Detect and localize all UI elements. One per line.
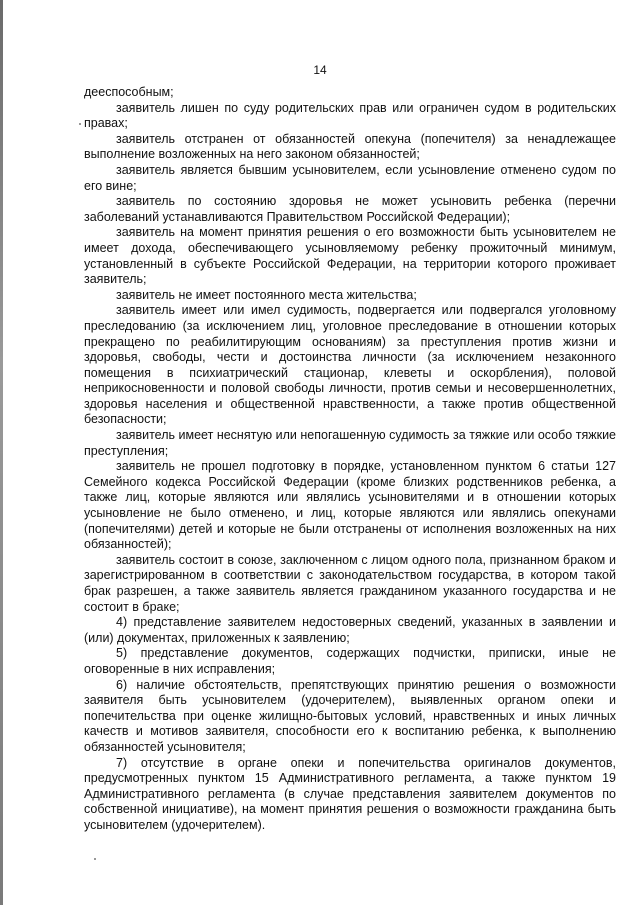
scan-speck: [94, 858, 96, 860]
paragraph: заявитель по состоянию здоровья не может усыновить ребенка (перечни заболеваний устанавливаются Правительством Российской Федерации);: [84, 194, 616, 224]
paragraph: 5) представление документов, содержащих подчистки, приписки, иные не оговоренные в них исправления;: [84, 646, 616, 676]
paragraph: заявитель имеет неснятую или непогашенную судимость за тяжкие или особо тяжкие преступления;: [84, 428, 616, 458]
paragraph: заявитель является бывшим усыновителем, если усыновление отменено судом по его вине;: [84, 162, 616, 193]
paragraph: заявитель лишен по суду родительских прав или ограничен судом в родительских правах;: [84, 100, 616, 131]
scan-speck: [79, 123, 81, 125]
paragraph: дееспособным;: [84, 85, 174, 99]
paragraph: заявитель состоит в союзе, заключенном с лицом одного пола, признанном браком и зарегистрированном в соответствии с законодательством государства, в котором такой брак разрешен, а также заявитель является гражданином указанного государства и не состоит в браке;: [84, 552, 616, 614]
paragraph: заявитель не имеет постоянного места жительства;: [116, 287, 417, 302]
page-number: 14: [313, 63, 327, 77]
document-body: [84, 85, 616, 834]
paragraph: 6) наличие обстоятельств, препятствующих принятию решения о возможности заявителя быть усыновителем (удочерителем), выявленных органом опеки и попечительства при оценке жилищно-бытовых условий, нравственных и иных личных качеств и мотивов заявителя, способности его к воспитанию ребенка, к выполнению обязанностей усыновителя;: [84, 677, 616, 754]
paragraph: заявитель имеет или имел судимость, подвергается или подвергался уголовному преследованию (за исключением лиц, уголовное преследование в отношении которых прекращено по реабилитирующим основаниям) за преступления против жизни и здоровья, свободы, чести и достоинства личности (за исключением незаконного помещения в психиатрический стационар, клеветы и оскорбления), половой неприкосновенности и половой свободы личности, против семьи и несовершеннолетних, здоровья населения и общественной нравственности, а также против общественной безопасности;: [84, 303, 616, 427]
paragraph: заявитель не прошел подготовку в порядке, установленном пунктом 6 статьи 127 Семейного кодекса Российской Федерации (кроме близких родственников ребенка, а также лиц, которые являются или являлись усыновителями и в отношении которых усыновление не было отменено, и лиц, которые являются или являлись опекунами (попечителями) детей и которые не были отстранены от исполнения возложенных на них обязанностей);: [84, 459, 616, 552]
scan-edge: [0, 0, 3, 905]
paragraph: заявитель отстранен от обязанностей опекуна (попечителя) за ненадлежащее выполнение возложенных на него законом обязанностей;: [84, 131, 616, 162]
paragraph: 7) отсутствие в органе опеки и попечительства оригиналов документов, предусмотренных пунктом 15 Административного регламента, а также пунктом 19 Административного регламента (в случае представления заявителем документов по собственной инициативе), на момент принятия решения о возможности гражданина быть усыновителем (удочерителем).: [84, 755, 616, 832]
paragraph: 4) представление заявителем недостоверных сведений, указанных в заявлении и (или) документах, приложенных к заявлению;: [84, 615, 616, 645]
paragraph: заявитель на момент принятия решения о его возможности быть усыновителем не имеет дохода, обеспечивающего усыновляемому ребенку прожиточный минимум, установленный в субъекте Российской Федерации, на территории которого проживает заявитель;: [84, 225, 616, 287]
